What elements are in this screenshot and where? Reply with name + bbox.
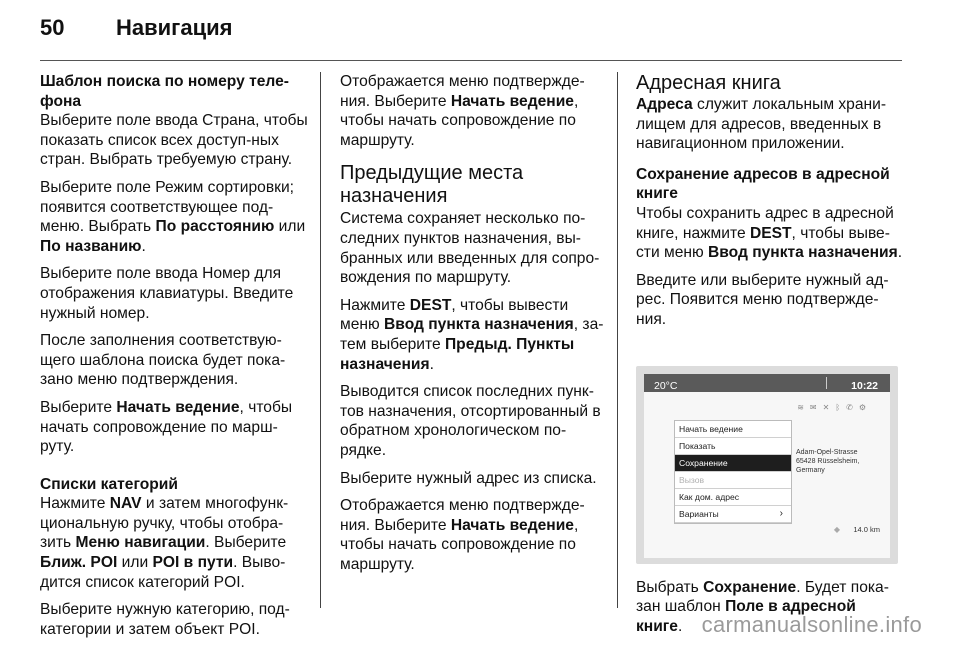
column-divider [617, 72, 618, 608]
paragraph-sort-mode: Выберите поле Режим сортировки; появится соответствующее под-меню. Выбрать По расстоянию или По названию. [40, 178, 306, 255]
paragraph-dest-menu: Нажмите DEST, чтобы вывести меню Ввод пункта назначения, за-тем выберите Предыд. Пункты назначения. [340, 296, 604, 373]
paragraph-addresses: Адреса служит локальным храни-лищем для адресов, введенных в навигационном приложении. [636, 96, 887, 153]
heading-address-book: Адресная книга [636, 72, 781, 94]
paragraph-start-guidance: Выберите Начать ведение, чтобы начать сопровождение по марш-руту. [40, 398, 293, 456]
paragraph-confirm-start: Отображается меню подтвержде-ния. Выберите Начать ведение, чтобы начать сопровождение по маршруту. [340, 73, 585, 149]
temperature-readout: 20°C [654, 379, 678, 392]
paragraph-confirm-menu: После заполнения соответствую-щего шаблона поиска будет пока-зано меню подтверждения. [40, 332, 286, 389]
chevron-right-icon: › [779, 507, 783, 519]
paragraph-select-category: Выберите нужную категорию, под-категории и затем объект POI. [40, 601, 290, 638]
heading-category-lists: Списки категорий [40, 475, 178, 493]
paragraph-save-address: Чтобы сохранить адрес в адресной книге, нажмите DEST, чтобы выве-сти меню Ввод пункта назначения. [636, 204, 903, 262]
heading-phone-template: Шаблон поиска по номеру теле-фона [40, 73, 289, 110]
paragraph-number: Выберите поле ввода Номер для отображения клавиатуры. Введите нужный номер. [40, 265, 294, 322]
paragraph-select-address: Выберите нужный адрес из списка. [340, 469, 597, 487]
settings-icon: ⚙ [858, 402, 872, 412]
heading-previous-destinations: Предыдущие места назначения [340, 162, 524, 208]
wifi-icon: ≋ [797, 402, 810, 412]
paragraph-select-save: Выбрать Сохранение. Будет пока-зан шаблон Поле в адресной книге. [636, 578, 889, 635]
column-middle [340, 72, 605, 582]
header-divider [40, 60, 902, 61]
location-icon: ◆ [833, 524, 840, 534]
column-right [636, 72, 906, 644]
confirmation-menu [674, 420, 792, 524]
menu-item-home-address[interactable]: Как дом. адрес [675, 489, 791, 506]
menu-item-show[interactable]: Показать [675, 438, 791, 455]
status-separator [826, 377, 827, 389]
page-number: 50 [40, 15, 65, 40]
menu-item-options[interactable]: Варианты › [675, 506, 791, 523]
page-title: Навигация [116, 15, 233, 40]
destination-address: Adam-Opel-Strasse 65428 Rüsselsheim, Germany [796, 448, 860, 474]
heading-saving-addresses: Сохранение адресов в адресной книге [636, 165, 890, 203]
mute-icon: ✕ [822, 402, 836, 412]
paragraph-system-saves: Система сохраняет несколько по-следних пунктов назначения, вы-бранных или введенных для сопро-вождения по маршруту. [340, 210, 600, 287]
menu-item-save[interactable]: Сохранение [675, 455, 791, 472]
paragraph-confirm-start-2: Отображается меню подтвержде-ния. Выберите Начать ведение, чтобы начать сопровождение по маршруту. [340, 497, 585, 573]
paragraph-country: Выберите поле ввода Страна, чтобы показать список всех доступ-ных стран. Выбрать требуемую страну. [40, 112, 308, 169]
column-left [40, 72, 310, 647]
watermark: carmanualsonline.info [701, 612, 922, 637]
infotainment-screenshot [636, 366, 898, 564]
phone-icon: ✆ [846, 402, 859, 412]
message-icon: ✉ [809, 402, 823, 412]
device-screen [644, 392, 890, 558]
paragraph-list-sorted: Выводится список последних пунк-тов назначения, отсортированный в обратном хронологическом по-рядке. [340, 383, 601, 459]
page-header [40, 8, 232, 48]
menu-item-start-guidance[interactable]: Начать ведение [675, 421, 791, 438]
status-icons [797, 398, 872, 418]
paragraph-enter-address: Введите или выберите нужный ад-рес. Появится меню подтвержде-ния. [636, 271, 889, 328]
column-divider [320, 72, 321, 608]
paragraph-nav-menu: Нажмите NAV и затем многофунк-циональную ручку, чтобы отобра-зить Меню навигации. Выберите Ближ. POI или POI в пути. Выво-дится список категорий POI. [40, 495, 289, 591]
bluetooth-icon: ᛒ [835, 402, 847, 412]
distance-readout: 14.0 km [853, 524, 880, 534]
status-bar [644, 374, 890, 392]
menu-item-call: Вызов [675, 472, 791, 489]
clock-readout: 10:22 [851, 379, 878, 392]
